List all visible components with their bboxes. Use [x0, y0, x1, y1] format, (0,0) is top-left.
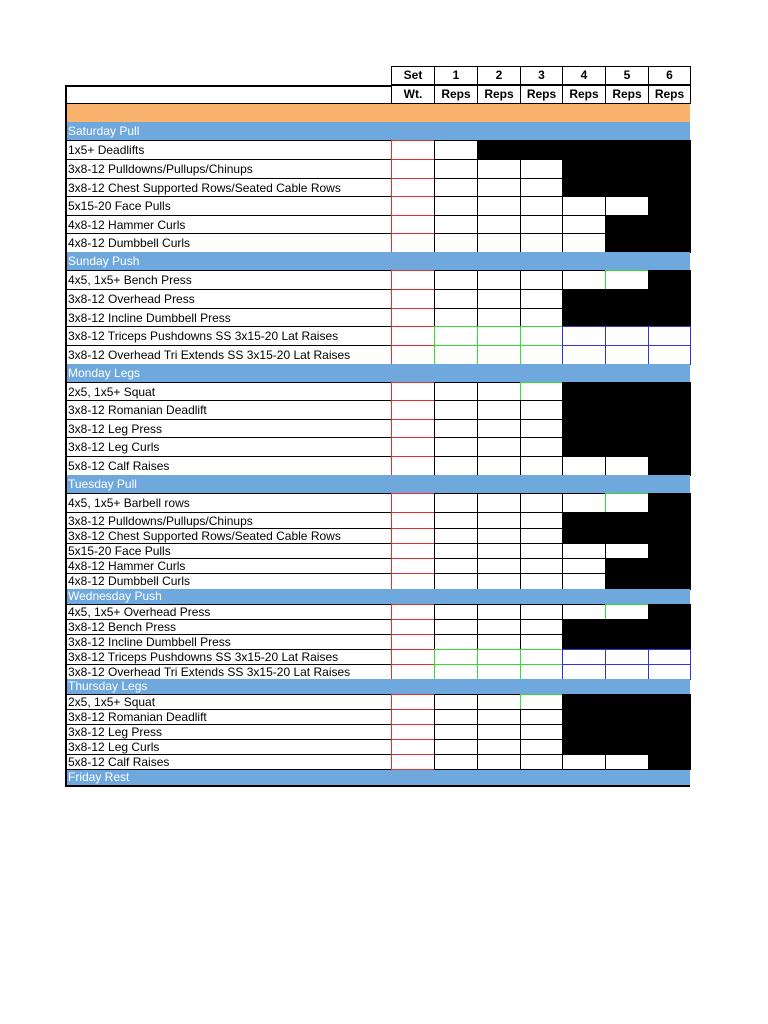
entry-cell[interactable]: [520, 664, 563, 680]
exercise-label: 3x8-12 Triceps Pushdowns SS 3x15-20 Lat Raises: [65, 326, 392, 346]
entry-cell[interactable]: [391, 308, 435, 327]
bottom-border: [65, 785, 690, 787]
entry-cell[interactable]: [520, 456, 563, 476]
entry-cell[interactable]: [520, 528, 563, 544]
header-row1-col-3: 3: [520, 66, 563, 85]
entry-cell: [562, 694, 606, 710]
entry-cell[interactable]: [391, 754, 435, 770]
entry-cell[interactable]: [391, 456, 435, 476]
exercise-label: 3x8-12 Leg Curls: [65, 739, 392, 755]
entry-cell[interactable]: [434, 664, 478, 680]
entry-cell[interactable]: [648, 326, 691, 346]
entry-cell[interactable]: [562, 573, 606, 590]
entry-cell: [605, 178, 649, 197]
exercise-label: 4x5, 1x5+ Bench Press: [65, 270, 392, 290]
entry-cell: [648, 456, 691, 476]
entry-cell[interactable]: [605, 649, 649, 665]
entry-cell[interactable]: [434, 326, 478, 346]
entry-cell[interactable]: [562, 196, 606, 216]
entry-cell: [648, 604, 691, 620]
entry-cell: [562, 400, 606, 420]
entry-cell: [605, 140, 649, 160]
section-header-1: Sunday Push: [65, 252, 690, 270]
entry-cell[interactable]: [434, 619, 478, 635]
entry-cell[interactable]: [434, 456, 478, 476]
entry-cell[interactable]: [434, 512, 478, 529]
entry-cell: [605, 400, 649, 420]
entry-cell[interactable]: [391, 419, 435, 438]
exercise-label: 3x8-12 Leg Press: [65, 419, 392, 438]
header-row2-col-3: Reps: [520, 85, 563, 104]
entry-cell: [648, 739, 691, 755]
header-row1-col-5: 5: [605, 66, 649, 85]
entry-cell[interactable]: [391, 270, 435, 290]
entry-cell[interactable]: [477, 400, 521, 420]
entry-cell: [520, 140, 563, 160]
entry-cell[interactable]: [434, 754, 478, 770]
entry-cell: [605, 709, 649, 725]
entry-cell[interactable]: [520, 619, 563, 635]
entry-cell: [648, 382, 691, 401]
entry-cell: [605, 634, 649, 650]
exercise-label: 3x8-12 Romanian Deadlift: [65, 400, 392, 420]
header-label-area: [65, 85, 392, 104]
header-row1-col-2: 2: [477, 66, 521, 85]
exercise-label: 1x5+ Deadlifts: [65, 140, 392, 160]
entry-cell[interactable]: [520, 419, 563, 438]
entry-cell[interactable]: [477, 754, 521, 770]
entry-cell[interactable]: [562, 493, 606, 513]
entry-cell: [562, 724, 606, 740]
entry-cell[interactable]: [520, 739, 563, 755]
entry-cell[interactable]: [562, 345, 606, 365]
entry-cell[interactable]: [391, 382, 435, 401]
entry-cell[interactable]: [477, 543, 521, 559]
entry-cell[interactable]: [562, 233, 606, 253]
entry-cell: [648, 215, 691, 234]
entry-cell[interactable]: [391, 724, 435, 740]
entry-cell: [562, 739, 606, 755]
entry-cell[interactable]: [434, 694, 478, 710]
entry-cell: [605, 739, 649, 755]
entry-cell[interactable]: [477, 664, 521, 680]
entry-cell[interactable]: [434, 270, 478, 290]
exercise-label: 5x15-20 Face Pulls: [65, 543, 392, 559]
entry-cell[interactable]: [605, 664, 649, 680]
entry-cell: [562, 437, 606, 457]
entry-cell[interactable]: [391, 694, 435, 710]
entry-cell[interactable]: [520, 159, 563, 179]
exercise-label: 3x8-12 Overhead Tri Extends SS 3x15-20 Lat Raises: [65, 664, 392, 680]
entry-cell[interactable]: [391, 664, 435, 680]
exercise-label: 3x8-12 Leg Curls: [65, 437, 392, 457]
entry-cell[interactable]: [562, 558, 606, 574]
section-header-0: Saturday Pull: [65, 122, 690, 140]
entry-cell: [648, 528, 691, 544]
entry-cell[interactable]: [605, 754, 649, 770]
entry-cell: [562, 419, 606, 438]
entry-cell: [605, 308, 649, 327]
header-row2-col-1: Reps: [434, 85, 478, 104]
entry-cell[interactable]: [391, 528, 435, 544]
exercise-label: 3x8-12 Incline Dumbbell Press: [65, 308, 392, 327]
entry-cell[interactable]: [562, 456, 606, 476]
entry-cell[interactable]: [477, 558, 521, 574]
entry-cell: [648, 754, 691, 770]
header-row1-col-4: 4: [562, 66, 606, 85]
entry-cell[interactable]: [434, 345, 478, 365]
entry-cell: [562, 178, 606, 197]
entry-cell[interactable]: [520, 382, 563, 401]
entry-cell: [648, 437, 691, 457]
entry-cell: [562, 159, 606, 179]
entry-cell[interactable]: [520, 326, 563, 346]
entry-cell[interactable]: [391, 634, 435, 650]
entry-cell[interactable]: [520, 754, 563, 770]
entry-cell[interactable]: [477, 709, 521, 725]
entry-cell[interactable]: [477, 215, 521, 234]
entry-cell[interactable]: [648, 664, 691, 680]
entry-cell[interactable]: [477, 159, 521, 179]
entry-cell[interactable]: [391, 400, 435, 420]
entry-cell[interactable]: [520, 437, 563, 457]
entry-cell: [648, 724, 691, 740]
entry-cell[interactable]: [434, 308, 478, 327]
entry-cell[interactable]: [520, 558, 563, 574]
exercise-label: 2x5, 1x5+ Squat: [65, 694, 392, 710]
entry-cell: [562, 709, 606, 725]
entry-cell[interactable]: [605, 604, 649, 620]
entry-cell[interactable]: [434, 178, 478, 197]
exercise-label: 3x8-12 Pulldowns/Pullups/Chinups: [65, 512, 392, 529]
entry-cell[interactable]: [477, 345, 521, 365]
header-row2-col-4: Reps: [562, 85, 606, 104]
entry-cell[interactable]: [434, 289, 478, 309]
entry-cell[interactable]: [520, 178, 563, 197]
entry-cell: [648, 619, 691, 635]
entry-cell[interactable]: [477, 419, 521, 438]
entry-cell: [562, 289, 606, 309]
entry-cell: [648, 419, 691, 438]
entry-cell: [605, 437, 649, 457]
entry-cell[interactable]: [434, 558, 478, 574]
exercise-label: 3x8-12 Overhead Tri Extends SS 3x15-20 Lat Raises: [65, 345, 392, 365]
entry-cell[interactable]: [391, 215, 435, 234]
entry-cell[interactable]: [477, 326, 521, 346]
entry-cell[interactable]: [434, 196, 478, 216]
entry-cell[interactable]: [434, 159, 478, 179]
entry-cell[interactable]: [391, 437, 435, 457]
exercise-label: 4x8-12 Dumbbell Curls: [65, 233, 392, 253]
entry-cell: [605, 512, 649, 529]
section-header-2: Monday Legs: [65, 364, 690, 382]
entry-cell: [605, 619, 649, 635]
entry-cell[interactable]: [477, 437, 521, 457]
entry-cell[interactable]: [477, 634, 521, 650]
exercise-label: 4x8-12 Dumbbell Curls: [65, 573, 392, 590]
entry-cell[interactable]: [520, 649, 563, 665]
entry-cell: [648, 196, 691, 216]
entry-cell: [605, 289, 649, 309]
entry-cell[interactable]: [477, 619, 521, 635]
header-row1-col-0: Set: [391, 66, 435, 85]
section-header-3: Tuesday Pull: [65, 475, 690, 493]
entry-cell[interactable]: [434, 493, 478, 513]
entry-cell: [605, 215, 649, 234]
exercise-label: 4x8-12 Hammer Curls: [65, 558, 392, 574]
entry-cell[interactable]: [391, 345, 435, 365]
entry-cell[interactable]: [391, 649, 435, 665]
entry-cell[interactable]: [477, 649, 521, 665]
entry-cell[interactable]: [434, 382, 478, 401]
entry-cell[interactable]: [520, 512, 563, 529]
header-row2-col-2: Reps: [477, 85, 521, 104]
entry-cell: [605, 382, 649, 401]
entry-cell[interactable]: [520, 709, 563, 725]
entry-cell: [648, 543, 691, 559]
entry-cell[interactable]: [520, 493, 563, 513]
entry-cell[interactable]: [520, 196, 563, 216]
section-header-4: Wednesday Push: [65, 589, 690, 604]
section-header-5: Thursday Legs: [65, 679, 690, 694]
entry-cell[interactable]: [648, 649, 691, 665]
exercise-label: 4x5, 1x5+ Overhead Press: [65, 604, 392, 620]
entry-cell: [605, 159, 649, 179]
entry-cell[interactable]: [477, 382, 521, 401]
entry-cell: [605, 528, 649, 544]
entry-cell[interactable]: [520, 289, 563, 309]
entry-cell[interactable]: [605, 543, 649, 559]
entry-cell: [562, 382, 606, 401]
entry-cell: [648, 159, 691, 179]
entry-cell: [648, 289, 691, 309]
entry-cell[interactable]: [434, 604, 478, 620]
exercise-label: 4x8-12 Hammer Curls: [65, 215, 392, 234]
entry-cell: [648, 178, 691, 197]
exercise-label: 3x8-12 Triceps Pushdowns SS 3x15-20 Lat Raises: [65, 649, 392, 665]
entry-cell[interactable]: [477, 308, 521, 327]
entry-cell[interactable]: [434, 739, 478, 755]
entry-cell[interactable]: [562, 215, 606, 234]
entry-cell[interactable]: [434, 140, 478, 160]
entry-cell: [648, 558, 691, 574]
entry-cell[interactable]: [520, 215, 563, 234]
entry-cell[interactable]: [520, 724, 563, 740]
entry-cell: [605, 724, 649, 740]
entry-cell[interactable]: [477, 512, 521, 529]
entry-cell[interactable]: [391, 558, 435, 574]
entry-cell[interactable]: [434, 528, 478, 544]
exercise-label: 3x8-12 Chest Supported Rows/Seated Cable Rows: [65, 178, 392, 197]
entry-cell[interactable]: [562, 270, 606, 290]
exercise-label: 3x8-12 Bench Press: [65, 619, 392, 635]
entry-cell[interactable]: [434, 437, 478, 457]
entry-cell[interactable]: [605, 493, 649, 513]
entry-cell: [562, 308, 606, 327]
entry-cell[interactable]: [477, 456, 521, 476]
exercise-label: 5x8-12 Calf Raises: [65, 456, 392, 476]
entry-cell[interactable]: [477, 694, 521, 710]
entry-cell[interactable]: [477, 604, 521, 620]
entry-cell[interactable]: [562, 326, 606, 346]
exercise-label: 3x8-12 Overhead Press: [65, 289, 392, 309]
entry-cell: [605, 233, 649, 253]
entry-cell[interactable]: [434, 709, 478, 725]
entry-cell: [605, 694, 649, 710]
entry-cell[interactable]: [391, 512, 435, 529]
entry-cell[interactable]: [391, 140, 435, 160]
entry-cell: [648, 140, 691, 160]
entry-cell[interactable]: [434, 573, 478, 590]
entry-cell[interactable]: [434, 649, 478, 665]
section-header-6: Friday Rest: [65, 770, 690, 785]
entry-cell[interactable]: [434, 400, 478, 420]
entry-cell: [562, 528, 606, 544]
entry-cell: [648, 634, 691, 650]
entry-cell[interactable]: [477, 739, 521, 755]
entry-cell[interactable]: [605, 326, 649, 346]
entry-cell[interactable]: [434, 419, 478, 438]
entry-cell[interactable]: [391, 604, 435, 620]
exercise-label: 2x5, 1x5+ Squat: [65, 382, 392, 401]
exercise-label: 3x8-12 Incline Dumbbell Press: [65, 634, 392, 650]
entry-cell[interactable]: [391, 178, 435, 197]
entry-cell[interactable]: [477, 178, 521, 197]
exercise-label: 3x8-12 Leg Press: [65, 724, 392, 740]
entry-cell[interactable]: [520, 308, 563, 327]
entry-cell[interactable]: [520, 543, 563, 559]
entry-cell[interactable]: [477, 233, 521, 253]
entry-cell[interactable]: [391, 326, 435, 346]
entry-cell[interactable]: [520, 604, 563, 620]
entry-cell[interactable]: [391, 196, 435, 216]
left-border: [65, 104, 67, 785]
entry-cell[interactable]: [391, 493, 435, 513]
entry-cell: [562, 619, 606, 635]
entry-cell: [562, 140, 606, 160]
exercise-label: 4x5, 1x5+ Barbell rows: [65, 493, 392, 513]
entry-cell[interactable]: [562, 649, 606, 665]
entry-cell[interactable]: [520, 573, 563, 590]
entry-cell: [562, 512, 606, 529]
entry-cell[interactable]: [477, 196, 521, 216]
entry-cell: [648, 270, 691, 290]
header-row1-col-1: 1: [434, 66, 478, 85]
entry-cell[interactable]: [520, 694, 563, 710]
entry-cell[interactable]: [605, 345, 649, 365]
entry-cell: [562, 634, 606, 650]
entry-cell[interactable]: [391, 289, 435, 309]
entry-cell: [605, 419, 649, 438]
entry-cell[interactable]: [434, 215, 478, 234]
entry-cell[interactable]: [562, 754, 606, 770]
header-row1-col-6: 6: [648, 66, 691, 85]
entry-cell[interactable]: [520, 634, 563, 650]
entry-cell: [648, 694, 691, 710]
entry-cell[interactable]: [391, 543, 435, 559]
header-row2-col-5: Reps: [605, 85, 649, 104]
entry-cell[interactable]: [434, 543, 478, 559]
entry-cell: [648, 709, 691, 725]
entry-cell: [477, 140, 521, 160]
entry-cell[interactable]: [391, 739, 435, 755]
exercise-label: 5x15-20 Face Pulls: [65, 196, 392, 216]
entry-cell[interactable]: [605, 270, 649, 290]
entry-cell[interactable]: [434, 233, 478, 253]
entry-cell: [648, 512, 691, 529]
entry-cell[interactable]: [434, 634, 478, 650]
exercise-label: 5x8-12 Calf Raises: [65, 754, 392, 770]
entry-cell: [648, 573, 691, 590]
entry-cell[interactable]: [477, 573, 521, 590]
entry-cell[interactable]: [434, 724, 478, 740]
entry-cell[interactable]: [605, 456, 649, 476]
entry-cell[interactable]: [520, 270, 563, 290]
entry-cell[interactable]: [477, 493, 521, 513]
entry-cell[interactable]: [648, 345, 691, 365]
entry-cell[interactable]: [477, 270, 521, 290]
entry-cell[interactable]: [477, 528, 521, 544]
entry-cell[interactable]: [477, 724, 521, 740]
entry-cell[interactable]: [391, 573, 435, 590]
entry-cell[interactable]: [391, 619, 435, 635]
entry-cell: [648, 493, 691, 513]
entry-cell[interactable]: [520, 345, 563, 365]
entry-cell: [605, 573, 649, 590]
entry-cell[interactable]: [391, 159, 435, 179]
entry-cell[interactable]: [391, 233, 435, 253]
entry-cell: [648, 400, 691, 420]
entry-cell[interactable]: [520, 400, 563, 420]
entry-cell[interactable]: [562, 543, 606, 559]
exercise-label: 3x8-12 Romanian Deadlift: [65, 709, 392, 725]
entry-cell[interactable]: [477, 289, 521, 309]
entry-cell[interactable]: [562, 604, 606, 620]
orange-band: [65, 104, 690, 122]
exercise-label: 3x8-12 Pulldowns/Pullups/Chinups: [65, 159, 392, 179]
entry-cell: [648, 308, 691, 327]
entry-cell[interactable]: [562, 664, 606, 680]
entry-cell[interactable]: [391, 709, 435, 725]
header-row2-col-0: Wt.: [391, 85, 435, 104]
entry-cell[interactable]: [605, 196, 649, 216]
header-row2-col-6: Reps: [648, 85, 691, 104]
entry-cell: [648, 233, 691, 253]
entry-cell: [605, 558, 649, 574]
exercise-label: 3x8-12 Chest Supported Rows/Seated Cable Rows: [65, 528, 392, 544]
entry-cell[interactable]: [520, 233, 563, 253]
